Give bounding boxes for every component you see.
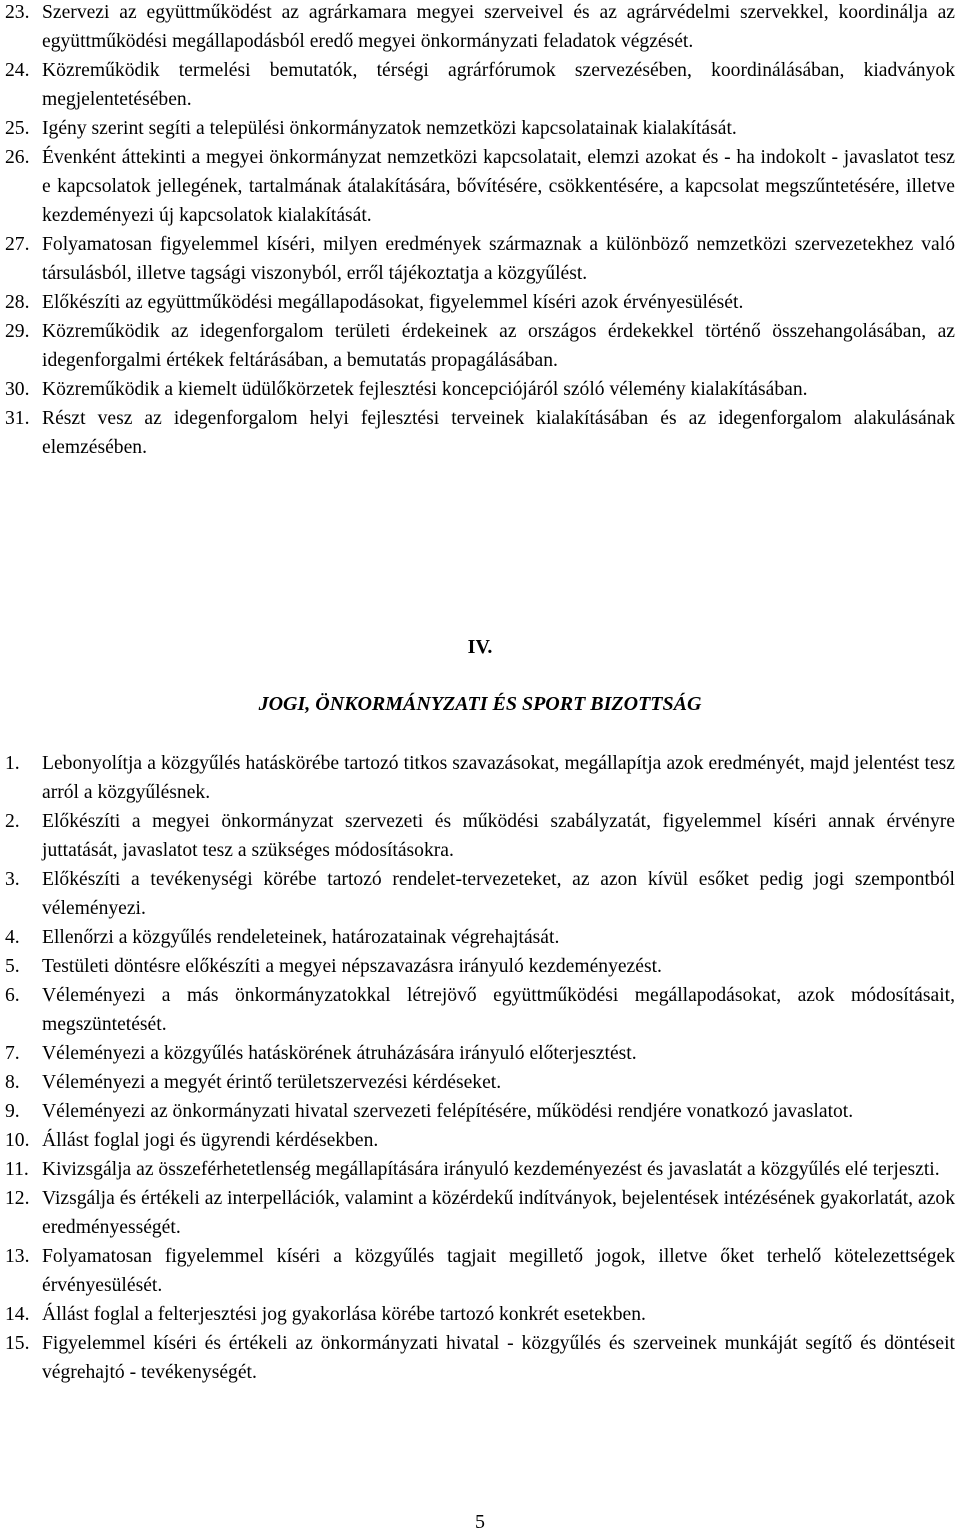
item-number: 1. — [5, 753, 20, 774]
item-text: Részt vesz az idegenforgalom helyi fejlesztési terveinek kialakításában és az idegenforgalom alakulásának elemzésében. — [42, 408, 955, 458]
item-number: 23. — [5, 2, 30, 23]
list-item — [0, 1039, 960, 1068]
item-number: 12. — [5, 1188, 30, 1209]
list-item — [0, 114, 960, 143]
item-text: Előkészíti az együttműködési megállapodásokat, figyelemmel kíséri azok érvényesülését. — [42, 292, 744, 313]
item-number: 25. — [5, 118, 30, 139]
list-item — [0, 1300, 960, 1329]
list-item — [0, 230, 960, 288]
item-number: 29. — [5, 321, 30, 342]
list-item — [0, 1126, 960, 1155]
item-text: Ellenőrzi a közgyűlés rendeleteinek, határozatainak végrehajtását. — [42, 927, 560, 948]
list-item — [0, 981, 960, 1039]
item-text: Közreműködik az idegenforgalom területi érdekeinek az országos érdekekkel történő összehangolásában, az idegenforgalmi értékek feltárásában, a bemutatás propagálásában. — [42, 321, 955, 371]
list-item — [0, 807, 960, 865]
item-text: Közreműködik a kiemelt üdülőkörzetek fejlesztési koncepciójáról szóló vélemény kialakításában. — [42, 379, 808, 400]
item-text: Figyelemmel kíséri és értékeli az önkormányzati hivatal - közgyűlés és szerveinek munkáját segítő és döntéseit végrehajtó - tevékenységét. — [42, 1333, 955, 1383]
item-text: Évenként áttekinti a megyei önkormányzat nemzetközi kapcsolatait, elemzi azokat és - ha indokolt - javaslatot tesz e kapcsolatok jellegének, tartalmának átalakítására, bővítésére, csökkentésére, a kapcsolat megszűntetésére, illetve kezdeményezi új kapcsolatok kialakítását. — [42, 147, 955, 226]
list-item — [0, 865, 960, 923]
item-text: Előkészíti a tevékenységi körébe tartozó rendelet-tervezeteket, az azon kívül esőket pedig jogi szempontból véleményezi. — [42, 869, 955, 919]
item-number: 26. — [5, 147, 30, 168]
item-number: 4. — [5, 927, 20, 948]
list-item — [0, 749, 960, 807]
list-item — [0, 952, 960, 981]
page-number: 5 — [475, 1511, 485, 1533]
item-text: Folyamatosan figyelemmel kíséri, milyen eredmények származnak a különböző nemzetközi szervezetekhez való társulásból, illetve tagsági viszonyból, erről tájékoztatja a közgyűlést. — [42, 234, 955, 284]
item-number: 2. — [5, 811, 20, 832]
list-item — [0, 1242, 960, 1300]
duties-list-continued — [0, 0, 960, 462]
list-item — [0, 317, 960, 375]
list-item — [0, 1097, 960, 1126]
list-item — [0, 143, 960, 230]
item-text: Igény szerint segíti a települési önkormányzatok nemzetközi kapcsolatainak kialakítását. — [42, 118, 737, 139]
item-text: Állást foglal jogi és ügyrendi kérdésekben. — [42, 1130, 379, 1151]
item-number: 14. — [5, 1304, 30, 1325]
list-item — [0, 1155, 960, 1184]
item-text: Előkészíti a megyei önkormányzat szervezeti és működési szabályzatát, figyelemmel kíséri annak érvényre juttatását, javaslatot tesz a szükséges módosításokra. — [42, 811, 955, 861]
item-number: 8. — [5, 1072, 20, 1093]
list-item — [0, 923, 960, 952]
list-item — [0, 0, 960, 56]
item-text: Közreműködik termelési bemutatók, térségi agrárfórumok szervezésében, koordinálásában, kiadványok megjelentetésében. — [42, 60, 955, 110]
item-number: 30. — [5, 379, 30, 400]
item-text: Szervezi az együttműködést az agrárkamara megyei szerveivel és az agrárvédelmi szervekkel, koordinálja az együttműködési megállapodásból eredő megyei önkormányzati feladatok végzését. — [42, 2, 955, 52]
item-text: Kivizsgálja az összeférhetetlenség megállapítására irányuló kezdeményezést és javaslatát a közgyűlés elé terjeszti. — [42, 1159, 940, 1180]
item-number: 28. — [5, 292, 30, 313]
item-text: Véleményezi az önkormányzati hivatal szervezeti felépítésére, működési rendjére vonatkozó javaslatot. — [42, 1101, 854, 1122]
item-number: 10. — [5, 1130, 30, 1151]
item-number: 6. — [5, 985, 20, 1006]
section-number: IV. — [467, 636, 493, 658]
section-title: JOGI, ÖNKORMÁNYZATI ÉS SPORT BIZOTTSÁG — [258, 693, 702, 715]
item-text: Vizsgálja és értékeli az interpellációk, valamint a közérdekű indítványok, bejelentések intézésének gyakorlatát, azok eredményességét. — [42, 1188, 955, 1238]
item-text: Folyamatosan figyelemmel kíséri a közgyűlés tagjait megillető jogok, illetve őket terhelő kötelezettségek érvényesülését. — [42, 1246, 955, 1296]
item-number: 24. — [5, 60, 30, 81]
item-text: Véleményezi a közgyűlés hatáskörének átruházására irányuló előterjesztést. — [42, 1043, 637, 1064]
list-item — [0, 404, 960, 462]
item-number: 27. — [5, 234, 30, 255]
item-text: Állást foglal a felterjesztési jog gyakorlása körébe tartozó konkrét esetekben. — [42, 1304, 646, 1325]
item-number: 7. — [5, 1043, 20, 1064]
list-item — [0, 1329, 960, 1387]
item-text: Véleményezi a megyét érintő területszervezési kérdéseket. — [42, 1072, 502, 1093]
item-number: 15. — [5, 1333, 30, 1354]
list-item — [0, 1068, 960, 1097]
item-number: 5. — [5, 956, 20, 977]
list-item — [0, 56, 960, 114]
committee-duties-list — [0, 749, 960, 1387]
item-number: 11. — [5, 1159, 29, 1180]
list-item — [0, 375, 960, 404]
item-number: 9. — [5, 1101, 20, 1122]
item-number: 13. — [5, 1246, 30, 1267]
item-number: 3. — [5, 869, 20, 890]
list-item — [0, 288, 960, 317]
item-number: 31. — [5, 408, 30, 429]
item-text: Lebonyolítja a közgyűlés hatáskörébe tartozó titkos szavazásokat, megállapítja azok eredményét, majd jelentést tesz arról a közgyűlésnek. — [42, 753, 955, 803]
list-item — [0, 1184, 960, 1242]
item-text: Testületi döntésre előkészíti a megyei népszavazásra irányuló kezdeményezést. — [42, 956, 662, 977]
item-text: Véleményezi a más önkormányzatokkal létrejövő együttműködési megállapodásokat, azok módosításait, megszüntetését. — [42, 985, 955, 1035]
